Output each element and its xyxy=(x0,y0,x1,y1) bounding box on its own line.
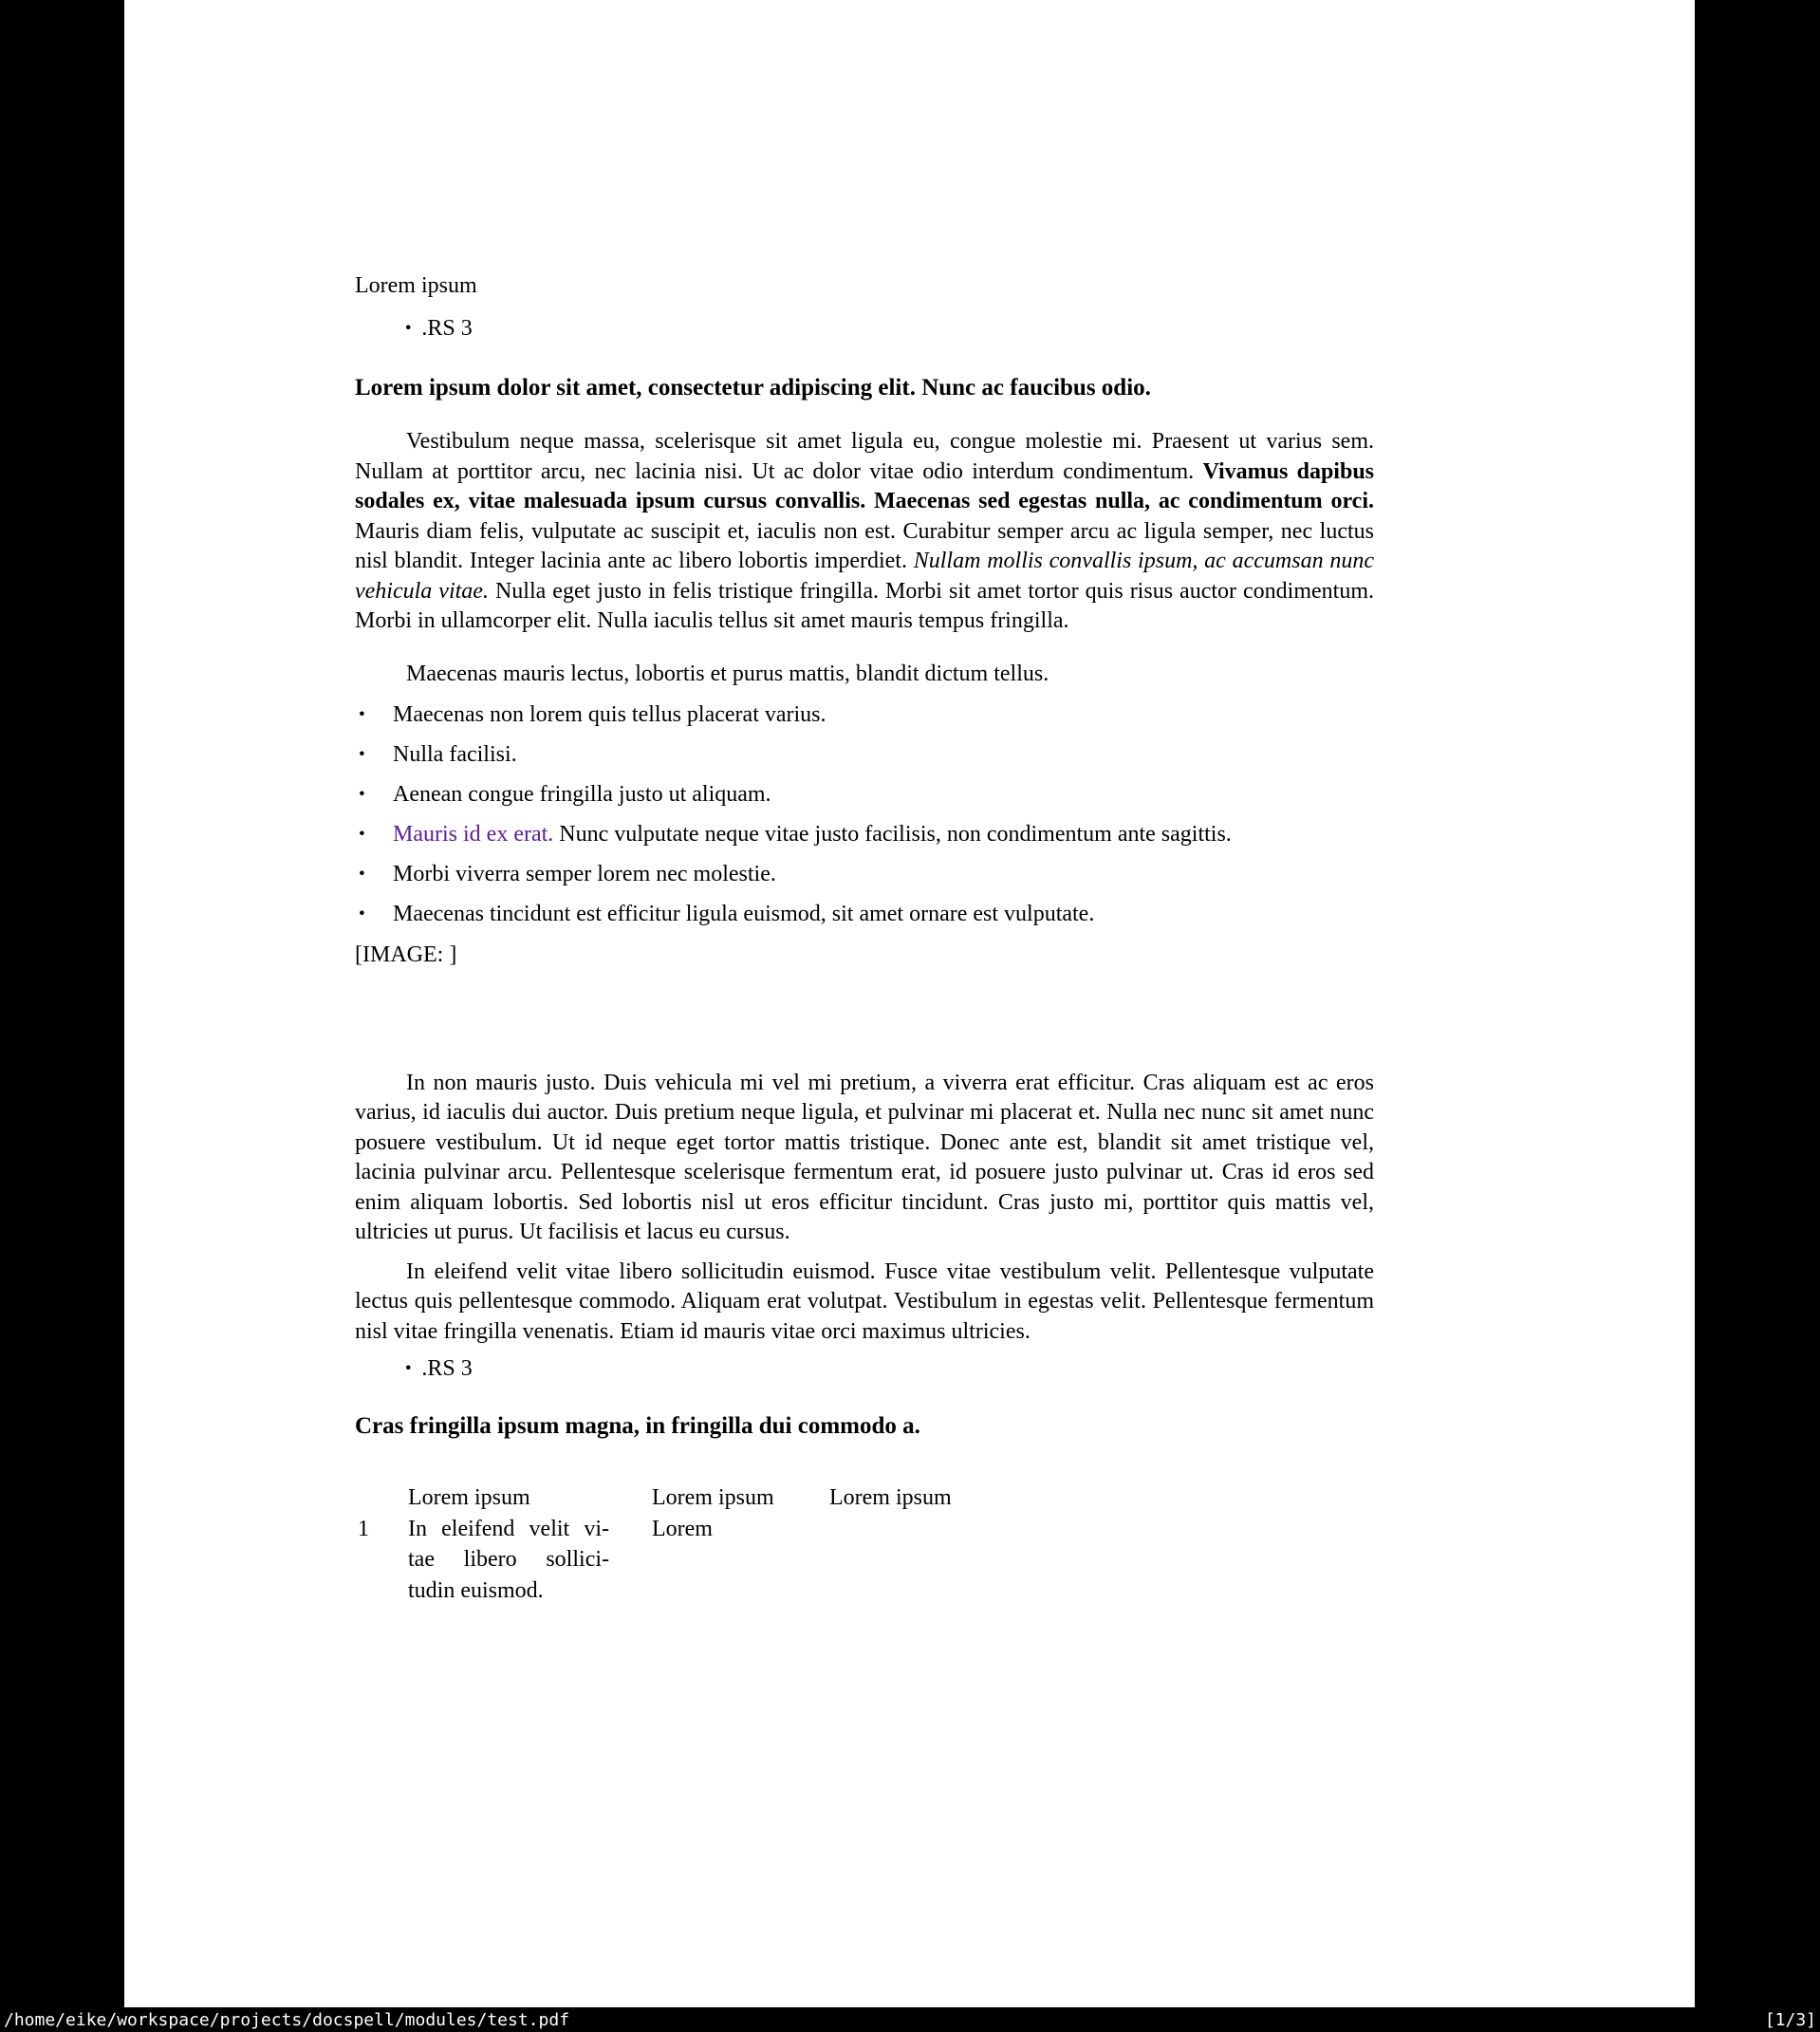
pdf-page xyxy=(124,0,1695,2007)
bullet-icon: • xyxy=(404,318,412,339)
table-cell-line: tudin euismod. xyxy=(408,1577,544,1603)
bullet-icon: • xyxy=(404,1358,412,1379)
text-segment: Mauris diam felis, vulputate ac suscipit et, iaculis non est. Curabitur semper arcu ac ligula semper, nec luctus nisl blandit. Integer lacinia ante ac libero lobortis imperdiet. xyxy=(355,518,1374,573)
table-header-cell: Lorem ipsum xyxy=(652,1485,774,1510)
text-segment: Maecenas tincidunt est efficitur ligula euismod, sit amet ornare est vulputate. xyxy=(393,901,1095,926)
text-segment: Nullam mollis convallis ipsum, ac accumsan nunc vehicula vitae. xyxy=(355,549,1374,604)
text-segment: Aenean congue fringilla justo ut aliquam. xyxy=(393,781,771,807)
rs-directive-text: .RS 3 xyxy=(421,1356,473,1381)
paragraph-2: In non mauris justo. Duis vehicula mi vel mi pretium, a viverra erat efficitur. Cras aliquam est ac eros varius, id iaculis dui auctor. Duis pretium neque ligula, et pulvinar mi placerat et. Nulla nec nunc sit amet nunc posuere vestibulum. Ut id neque eget tortor mattis tristique. Donec ante est, blandit sit amet tristique vel, lacinia pulvinar arcu. Pellentesque scelerisque fermentum erat, id posuere justo pulvinar ut. Cras id eros sed enim aliquam lobortis. Sed lobortis nisl ut eros efficitur tincidunt. Cras justo mi, porttitor quis mattis vel, ultricies ut purus. Ut facilisis et lacus eu cursus. xyxy=(355,1070,1374,1244)
bullet-list-item xyxy=(355,860,1374,889)
table-cell-col2: Lorem xyxy=(652,1516,713,1541)
intro-line: Lorem ipsum xyxy=(355,273,477,298)
bullet-list-item-text xyxy=(393,700,1374,730)
table-row-number: 1 xyxy=(358,1516,369,1541)
table-header-cell-num xyxy=(358,1482,408,1514)
rs-directive-line-2 xyxy=(355,1354,1374,1384)
status-page-indicator: [1/3] xyxy=(1764,2009,1816,2030)
image-placeholder-gap xyxy=(355,970,1374,1069)
image-placeholder-text: [IMAGE: ] xyxy=(355,941,457,967)
section2-heading: Cras fringilla ipsum magna, in fringilla dui commodo a. xyxy=(355,1413,920,1439)
text-segment: Vestibulum neque massa, scelerisque sit amet ligula eu, congue molestie mi. Praesent ut varius sem. Nullam at porttitor arcu, nec lacinia nisi. Ut ac dolor vitae odio interdum condimentum. xyxy=(355,429,1374,484)
bullet-icon: • xyxy=(359,744,365,764)
bullet-list-item xyxy=(355,900,1374,929)
table-cell-line: tae libero sollici- xyxy=(408,1547,609,1572)
bullet-list xyxy=(355,700,1374,929)
table-cell-col3 xyxy=(829,1514,1374,1607)
table-cell-line: In eleifend velit vi- xyxy=(408,1516,609,1541)
bullet-icon: • xyxy=(359,784,365,804)
rs-directive-line-1 xyxy=(355,314,1374,344)
lead-line: Maecenas mauris lectus, lobortis et purus mattis, blandit dictum tellus. xyxy=(406,661,1049,686)
pdf-page-content xyxy=(355,0,1374,1606)
text-segment: Morbi viverra semper lorem nec molestie. xyxy=(393,861,776,886)
text-segment: Nulla eget justo in felis tristique fringilla. Morbi sit amet tortor quis risus auctor condimentum. Morbi in ullamcorper elit. Nulla iaculis tellus sit amet mauris tempus fringilla. xyxy=(355,578,1374,633)
document-link[interactable]: Mauris id ex erat. xyxy=(393,821,554,847)
text-segment: Nunc vulputate neque vitae justo facilisis, non condimentum ante sagittis. xyxy=(553,821,1232,847)
rs-directive-text: .RS 3 xyxy=(421,316,473,341)
table-cell-col1 xyxy=(408,1514,609,1607)
bullet-icon: • xyxy=(359,864,365,884)
bullet-icon: • xyxy=(359,824,365,844)
paragraph-1 xyxy=(355,427,1374,637)
bullet-icon: • xyxy=(359,704,365,724)
bullet-list-item xyxy=(355,820,1374,849)
bullet-list-item-text xyxy=(393,780,1374,810)
paragraph-3: In eleifend velit vitae libero sollicitudin euismod. Fusce vitae vestibulum velit. Pellentesque vulputate lectus quis pellentesque commodo. Aliquam erat volutpat. Vestibulum in egestas velit. Pellentesque fermentum nisl vitae fringilla venenatis. Etiam id mauris vitae orci maximus ultricies. xyxy=(355,1258,1374,1344)
status-bar xyxy=(0,2007,1820,2032)
text-segment: Maecenas non lorem quis tellus placerat varius. xyxy=(393,701,826,727)
bullet-list-item-text xyxy=(393,820,1374,849)
bullet-list-item-text xyxy=(393,860,1374,889)
table-header-cell: Lorem ipsum xyxy=(408,1485,530,1510)
table-header-cell: Lorem ipsum xyxy=(829,1485,952,1510)
text-segment: Vivamus dapibus sodales ex, vitae malesuada ipsum cursus convallis. Maecenas sed egestas nulla, ac condimentum orci. xyxy=(355,458,1375,513)
data-table xyxy=(358,1482,1374,1606)
bullet-list-item-text xyxy=(393,740,1374,770)
text-segment: Nulla facilisi. xyxy=(393,741,517,767)
bullet-icon: • xyxy=(359,904,365,923)
bullet-list-item xyxy=(355,740,1374,770)
bullet-list-item-text xyxy=(393,900,1374,929)
bullet-list-item xyxy=(355,780,1374,810)
section1-heading: Lorem ipsum dolor sit amet, consectetur adipiscing elit. Nunc ac faucibus odio. xyxy=(355,375,1151,401)
status-file-path: /home/eike/workspace/projects/docspell/modules/test.pdf xyxy=(4,2009,570,2030)
bullet-list-item xyxy=(355,700,1374,730)
